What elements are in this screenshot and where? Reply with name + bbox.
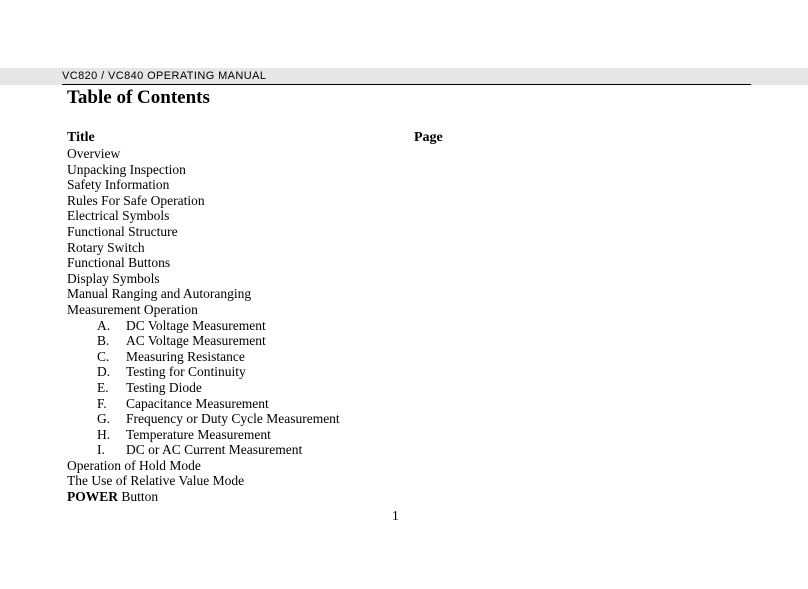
toc-entry-text: Testing Diode (126, 379, 202, 395)
toc-subentry-letter: I. (97, 442, 105, 458)
toc-entry (67, 240, 340, 256)
toc-subentry (67, 427, 340, 443)
toc-entry (67, 177, 340, 193)
table-of-contents-list (67, 146, 340, 505)
running-header-title: VC820 / VC840 OPERATING MANUAL (62, 70, 267, 82)
toc-subentry (67, 442, 340, 458)
toc-entry (67, 208, 340, 224)
toc-entry-text: The Use of Relative Value Mode (67, 473, 245, 489)
toc-subentry-letter: A. (97, 317, 111, 333)
toc-entry-text: Button (118, 489, 159, 505)
toc-entry (67, 489, 340, 505)
toc-entry (67, 302, 340, 318)
toc-subentry-letter: H. (97, 426, 111, 442)
page-number: 1 (392, 508, 399, 523)
toc-subentry-letter: G. (97, 411, 111, 427)
header-divider (62, 84, 751, 85)
toc-entry (67, 458, 340, 474)
toc-subentry (67, 411, 340, 427)
toc-entry-text: DC or AC Current Measurement (126, 442, 303, 458)
toc-entry (67, 224, 340, 240)
toc-entry-text: Frequency or Duty Cycle Measurement (126, 411, 340, 427)
toc-subentry-letter: F. (97, 395, 107, 411)
column-heading-title: Title (67, 130, 95, 145)
toc-entry-text: Testing for Continuity (126, 364, 246, 380)
toc-entry-text: Temperature Measurement (126, 426, 271, 442)
toc-entry-text: Display Symbols (67, 270, 160, 286)
toc-entry-text: Rotary Switch (67, 239, 145, 255)
toc-subentry-letter: D. (97, 364, 111, 380)
toc-subentry (67, 364, 340, 380)
toc-entry-text: Functional Buttons (67, 255, 171, 271)
toc-entry-text: Manual Ranging and Autoranging (67, 286, 252, 302)
toc-entry-text: Overview (67, 146, 121, 161)
toc-entry-text: Operation of Hold Mode (67, 457, 201, 473)
toc-entry-text: Measurement Operation (67, 301, 198, 317)
toc-entry-text: DC Voltage Measurement (126, 317, 266, 333)
toc-subentry-letter: B. (97, 333, 110, 349)
toc-subentry-letter: E. (97, 379, 109, 395)
toc-entry (67, 286, 340, 302)
column-heading-page: Page (414, 130, 443, 145)
toc-entry (67, 255, 340, 271)
toc-subentry-letter: C. (97, 348, 110, 364)
toc-subentry (67, 396, 340, 412)
toc-entry-text: Electrical Symbols (67, 208, 170, 224)
toc-entry-text: Functional Structure (67, 223, 178, 239)
toc-entry-text: Rules For Safe Operation (67, 192, 205, 208)
toc-subentry (67, 333, 340, 349)
toc-entry (67, 473, 340, 489)
toc-entry (67, 162, 340, 178)
toc-subentry (67, 318, 340, 334)
toc-entry-text: Safety Information (67, 177, 170, 193)
toc-entry-text: AC Voltage Measurement (126, 333, 266, 349)
toc-entry-text: Measuring Resistance (126, 348, 245, 364)
toc-entry-bold-term: POWER (67, 489, 119, 505)
page-title: Table of Contents (67, 87, 210, 108)
toc-subentry (67, 349, 340, 365)
toc-entry-text: Capacitance Measurement (126, 395, 269, 411)
toc-entry (67, 146, 340, 162)
toc-entry-text: Unpacking Inspection (67, 161, 186, 177)
toc-entry (67, 193, 340, 209)
toc-subentry (67, 380, 340, 396)
toc-entry (67, 271, 340, 287)
